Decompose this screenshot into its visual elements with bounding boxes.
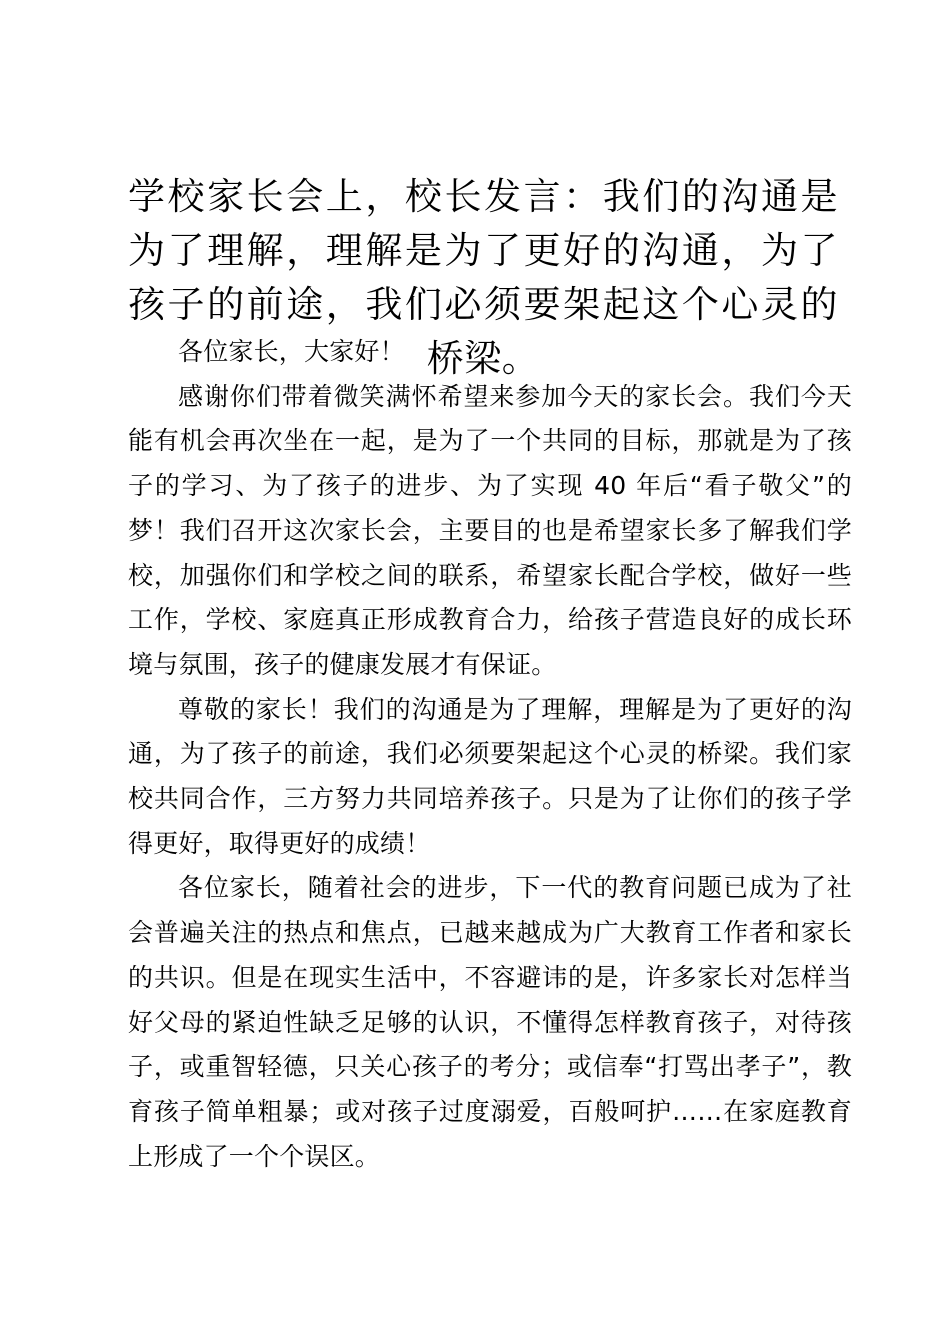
document-title: 学校家长会上，校长发言：我们的沟通是为了理解，理解是为了更好的沟通，为了孩子的前途，我们必须要架起这个心灵的桥梁。	[128, 175, 838, 380]
paragraph-education-issues: 各位家长，随着社会的进步，下一代的教育问题已成为了社会普遍关注的热点和焦点，已越来越成为广大教育工作者和家长的共识。但是在现实生活中，不容避讳的是，许多家长对怎样当好父母的紧迫性缺乏足够的认识，不懂得怎样教育孩子，对待孩子，或重智轻德，只关心孩子的考分；或信奉“打骂出孝子”，教育孩子简单粗暴；或对孩子过度溺爱，百般呵护……在家庭教育上形成了一个个误区。	[128, 873, 852, 1171]
paragraph-greeting: 各位家长，大家好！	[178, 337, 405, 366]
document-body	[128, 330, 852, 1179]
paragraph-communication: 尊敬的家长！我们的沟通是为了理解，理解是为了更好的沟通，为了孩子的前途，我们必须要架起这个心灵的桥梁。我们家校共同合作，三方努力共同培养孩子。只是为了让你们的孩子学得更好，取得更好的成绩！	[128, 694, 852, 858]
paragraph-thanks: 感谢你们带着微笑满怀希望来参加今天的家长会。我们今天能有机会再次坐在一起，是为了一个共同的目标，那就是为了孩子的学习、为了孩子的进步、为了实现 40 年后“看子敬父”的梦！我们召开这次家长会，主要目的也是希望家长多了解我们学校，加强你们和学校之间的联系，希望家长配合学校，做好一些工作，学校、家庭真正形成教育合力，给孩子营造良好的成长环境与氛围，孩子的健康发展才有保证。	[128, 381, 852, 679]
